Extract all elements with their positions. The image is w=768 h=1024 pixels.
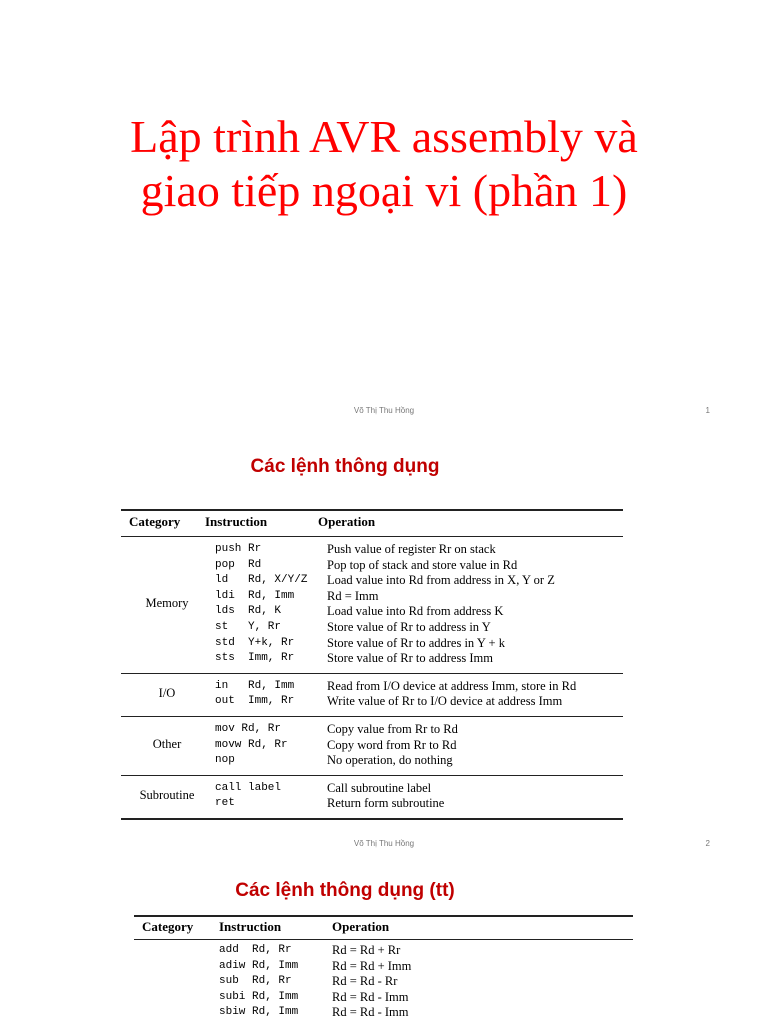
operation-cell: Load value into Rd from address in X, Y or Z xyxy=(327,573,555,588)
instruction-cell: sub Rd, Rr xyxy=(219,975,292,988)
slide-1-footer xyxy=(0,406,768,420)
table-row xyxy=(121,637,623,653)
operation-cell: Rd = Imm xyxy=(327,588,379,603)
instruction-cell: movw Rd, Rr xyxy=(215,738,288,751)
operation-cell: Rd = Rd - Imm xyxy=(332,989,409,1004)
slide-2-heading: Các lệnh thông dụng xyxy=(250,456,440,477)
slide-title-line-2: giao tiếp ngoại vi (phần 1) xyxy=(140,165,628,216)
slide-3-heading: Các lệnh thông dụng (tt) xyxy=(235,880,455,901)
slide-title-line-1: Lập trình AVR assembly và xyxy=(130,111,638,162)
page-number: 2 xyxy=(705,839,710,848)
page-number: 1 xyxy=(705,406,710,415)
instruction-cell: st Y, Rr xyxy=(215,621,282,633)
operation-cell: Rd = Rd + Rr xyxy=(332,943,401,957)
column-header-instruction: Instruction xyxy=(219,919,282,934)
table-row xyxy=(121,723,623,739)
table-row xyxy=(121,559,623,575)
operation-cell: Store value of Rr to addres in Y + k xyxy=(327,635,505,650)
instruction-cell: push Rr xyxy=(215,543,262,555)
instruction-table xyxy=(121,509,623,809)
instruction-cell: in Rd, Imm xyxy=(215,679,295,692)
instruction-cell: lds Rd, K xyxy=(215,605,282,618)
group-rule xyxy=(121,775,623,776)
category-cell: I/O xyxy=(158,686,176,701)
column-header-category: Category xyxy=(142,919,194,934)
instruction-cell: subi Rd, Imm xyxy=(219,990,299,1003)
table-row xyxy=(134,991,633,1007)
table-row xyxy=(121,543,623,559)
table-row xyxy=(121,621,623,637)
operation-cell: Store value of Rr to address in Y xyxy=(327,620,491,634)
operation-cell: Pop top of stack and store value in Rd xyxy=(327,557,518,572)
header-rule xyxy=(121,536,623,537)
instruction-cell: sbiw Rd, Imm xyxy=(219,1006,299,1019)
instruction-cell: adiw Rd, Imm xyxy=(219,959,299,972)
operation-cell: Copy word from Rr to Rd xyxy=(327,737,457,752)
instruction-cell: ld Rd, X/Y/Z xyxy=(215,574,308,587)
column-header-operation: Operation xyxy=(332,919,390,934)
operation-cell: Call subroutine label xyxy=(327,780,432,795)
instruction-cell: out Imm, Rr xyxy=(215,695,295,708)
operation-cell: Copy value from Rr to Rd xyxy=(327,722,458,736)
operation-cell: Rd = Rd + Imm xyxy=(332,958,412,973)
category-cell: Memory xyxy=(145,596,189,611)
header-rule xyxy=(134,939,633,940)
instruction-table-continued xyxy=(134,915,633,1024)
instruction-cell: mov Rd, Rr xyxy=(215,723,282,735)
instruction-cell: std Y+k, Rr xyxy=(215,636,295,649)
footer-author: Võ Thị Thu Hồng xyxy=(353,406,415,415)
category-cell: Other xyxy=(152,737,182,752)
instruction-cell: ldi Rd, Imm xyxy=(215,589,295,602)
table-top-rule xyxy=(121,509,623,511)
operation-cell: Rd = Rd - Imm xyxy=(332,1005,409,1020)
column-header-instruction: Instruction xyxy=(205,514,268,529)
operation-cell: Rd = Rd - Rr xyxy=(332,974,398,989)
operation-cell: Load value into Rd from address K xyxy=(327,604,504,619)
table-row xyxy=(134,960,633,976)
table-row xyxy=(134,975,633,991)
instruction-cell: sts Imm, Rr xyxy=(215,652,295,665)
instruction-cell: call label xyxy=(215,781,282,794)
table-row xyxy=(134,944,633,960)
group-rule xyxy=(121,716,623,717)
instruction-cell: ret xyxy=(215,797,235,810)
group-rule xyxy=(121,818,623,820)
operation-cell: No operation, do nothing xyxy=(327,753,453,768)
column-header-operation: Operation xyxy=(318,514,376,529)
table-row xyxy=(134,1006,633,1022)
slide-title xyxy=(0,110,768,218)
operation-cell: Store value of Rr to address Imm xyxy=(327,651,493,666)
operation-cell: Read from I/O device at address Imm, store in Rd xyxy=(327,678,577,693)
slide-2-footer xyxy=(0,839,768,853)
table-top-rule xyxy=(134,915,633,917)
operation-cell: Write value of Rr to I/O device at address Imm xyxy=(327,694,563,709)
operation-cell: Return form subroutine xyxy=(327,796,445,811)
group-rule xyxy=(121,673,623,674)
operation-cell: Push value of register Rr on stack xyxy=(327,542,496,556)
instruction-cell: nop xyxy=(215,754,235,767)
table-row xyxy=(121,754,623,770)
table-row xyxy=(121,574,623,590)
column-header-category: Category xyxy=(129,514,181,529)
category-cell: Subroutine xyxy=(139,788,195,803)
table-row xyxy=(121,652,623,668)
instruction-cell: add Rd, Rr xyxy=(219,944,292,956)
instruction-cell: pop Rd xyxy=(215,558,262,571)
footer-author: Võ Thị Thu Hồng xyxy=(353,839,415,848)
